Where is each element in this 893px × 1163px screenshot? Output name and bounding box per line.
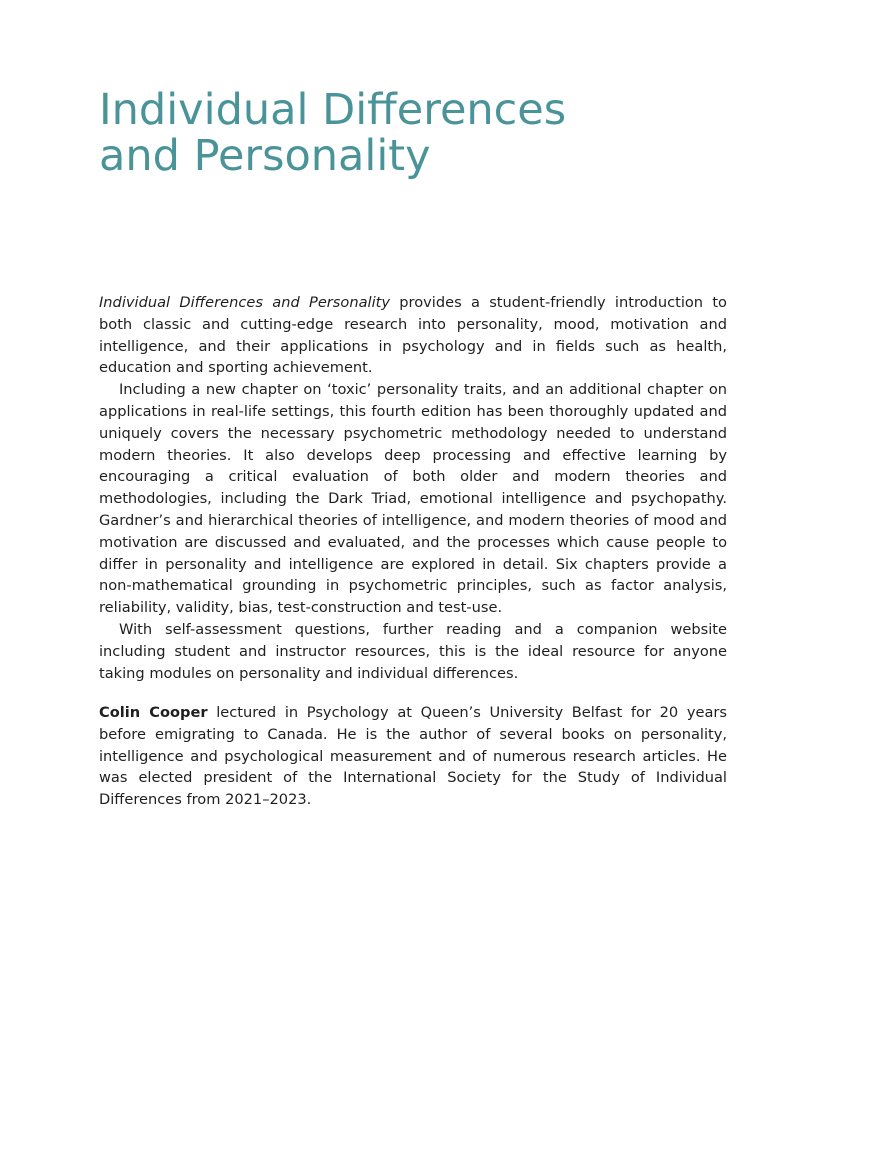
author-name: Colin Cooper [99, 704, 208, 721]
book-description [99, 292, 727, 684]
description-paragraph-1 [99, 292, 727, 379]
author-bio [99, 702, 727, 811]
book-title-italic: Individual Differences and Personality [99, 294, 390, 311]
description-paragraph-1-text: provides a student-friendly introduction to both classic and cutting-edge research into personality, mood, motivation and intelligence, and their applications in psychology and in fields such as health, education and sporting achievement. [99, 294, 727, 377]
description-paragraph-3: With self-assessment questions, further reading and a companion website including student and instructor resources, this is the ideal resource for anyone taking modules on personality and individual differences. [99, 620, 727, 682]
description-paragraph-2: Including a new chapter on ‘toxic’ personality traits, and an additional chapter on applications in real-life settings, this fourth edition has been thoroughly updated and uniquely covers the necessary psychometric methodology needed to understand modern theories. It also develops deep processing and effective learning by encouraging a critical evaluation of both older and modern theories and methodologies, including the Dark Triad, emotional intelligence and psychopathy. Gardner’s and hierarchical theories of intelligence, and modern theories of mood and motivation are discussed and evaluated, and the processes which cause people to differ in personality and intelligence are explored in detail. Six chapters provide a non-mathematical grounding in psychometric principles, such as factor analysis, reliability, validity, bias, test-construction and test-use. [99, 381, 727, 617]
page-title [99, 87, 566, 179]
title-line-2: and Personality [99, 131, 431, 181]
author-bio-text: lectured in Psychology at Queen’s University Belfast for 20 years before emigrating to Canada. He is the author of several books on personality, intelligence and psychological measurement and of numerous research articles. He was elected president of the International Society for the Study of Individual Differences from 2021–2023. [99, 704, 728, 809]
title-line-1: Individual Differences [99, 85, 567, 135]
